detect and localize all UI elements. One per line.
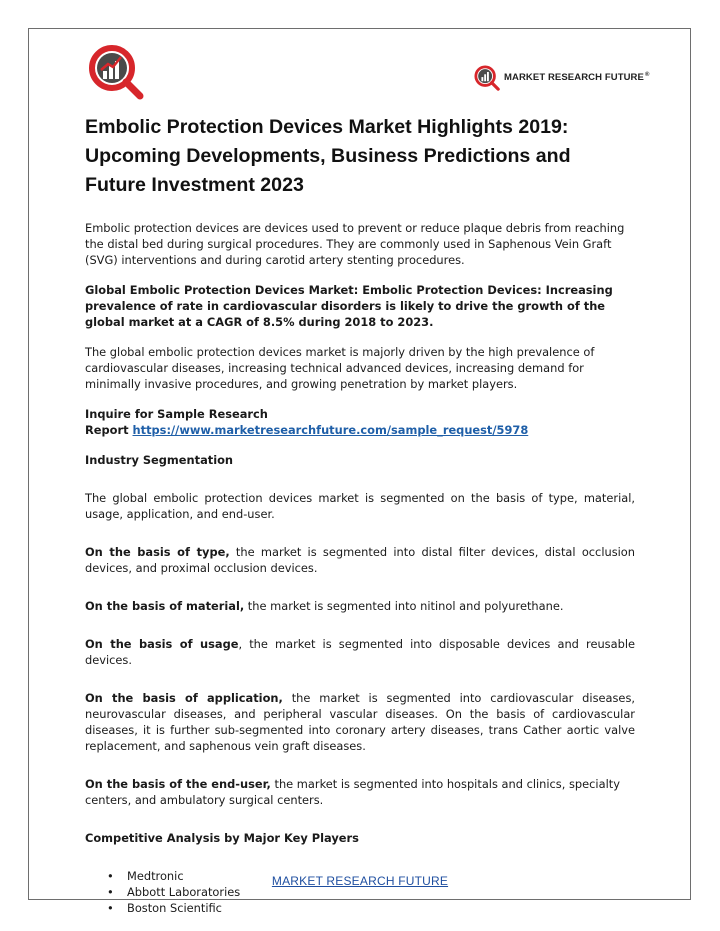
inquire-prefix: Report [85, 423, 133, 437]
sample-request-link[interactable]: https://www.marketresearchfuture.com/sample_request/5978 [132, 423, 529, 437]
competitive-heading: Competitive Analysis by Major Key Players [85, 831, 359, 845]
segmentation-heading: Industry Segmentation [85, 453, 234, 467]
list-item: • Abbott Laboratories [107, 885, 241, 899]
magnifier-chart-logo-icon [88, 44, 144, 100]
highlight-paragraph: Global Embolic Protection Devices Market: Embolic Protection Devices: Increasing prevalence of rate in cardiovascular disorders is likely to drive the growth of the global market at a CAGR of 8.5% during 2018 to 2023. [85, 283, 613, 329]
segment-type: On the basis of type, the market is segmented into distal filter devices, distal occlusion devices, and proximal occlusion devices. [85, 545, 635, 575]
bullet-icon: • [107, 901, 114, 915]
segment-material: On the basis of material, the market is segmented into nitinol and polyurethane. [85, 599, 564, 613]
small-magnifier-logo-icon [474, 65, 500, 91]
segmentation-intro: The global embolic protection devices market is segmented on the basis of type, material, usage, application, and end-user. [85, 491, 635, 521]
bullet-icon: • [107, 869, 114, 883]
list-item: • Boston Scientific [107, 901, 222, 915]
brand-logo [474, 64, 649, 92]
bullet-icon: • [107, 885, 114, 899]
inquire-line1: Inquire for Sample Research [85, 407, 268, 421]
document-title: Embolic Protection Devices Market Highlights 2019: Upcoming Developments, Business Predictions and Future Investment 2023 [85, 116, 571, 196]
document-body [85, 113, 635, 916]
registered-mark: ® [644, 72, 650, 79]
brand-name: MARKET RESEARCH FUTURE® [504, 72, 650, 84]
segment-application: On the basis of application, the market is segmented into cardiovascular diseases, neurovascular diseases, and peripheral vascular diseases. On the basis of cardiovascular diseases, it is further sub-segmented into coronary artery diseases, trans Cather aortic valve replacement, and saphenous vein graft diseases. [85, 691, 635, 753]
intro-paragraph: Embolic protection devices are devices used to prevent or reduce plaque debris from reaching the distal bed during surgical procedures. They are commonly used in Saphenous Vein Graft (SVG) interventions and during carotid artery stenting procedures. [85, 221, 625, 267]
segment-enduser: On the basis of the end-user, the market is segmented into hospitals and clinics, specialty centers, and ambulatory surgical centers. [85, 777, 620, 807]
drivers-paragraph: The global embolic protection devices market is majorly driven by the high prevalence of cardiovascular diseases, increasing technical advanced devices, increasing demand for minimally invasive procedures, and growing penetration by market players. [85, 345, 595, 391]
footer-brand-link[interactable]: MARKET RESEARCH FUTURE [271, 874, 449, 888]
segment-usage: On the basis of usage, the market is segmented into disposable devices and reusable devices. [85, 637, 635, 667]
inquire-block [85, 406, 635, 438]
list-item: • Medtronic [107, 869, 184, 883]
